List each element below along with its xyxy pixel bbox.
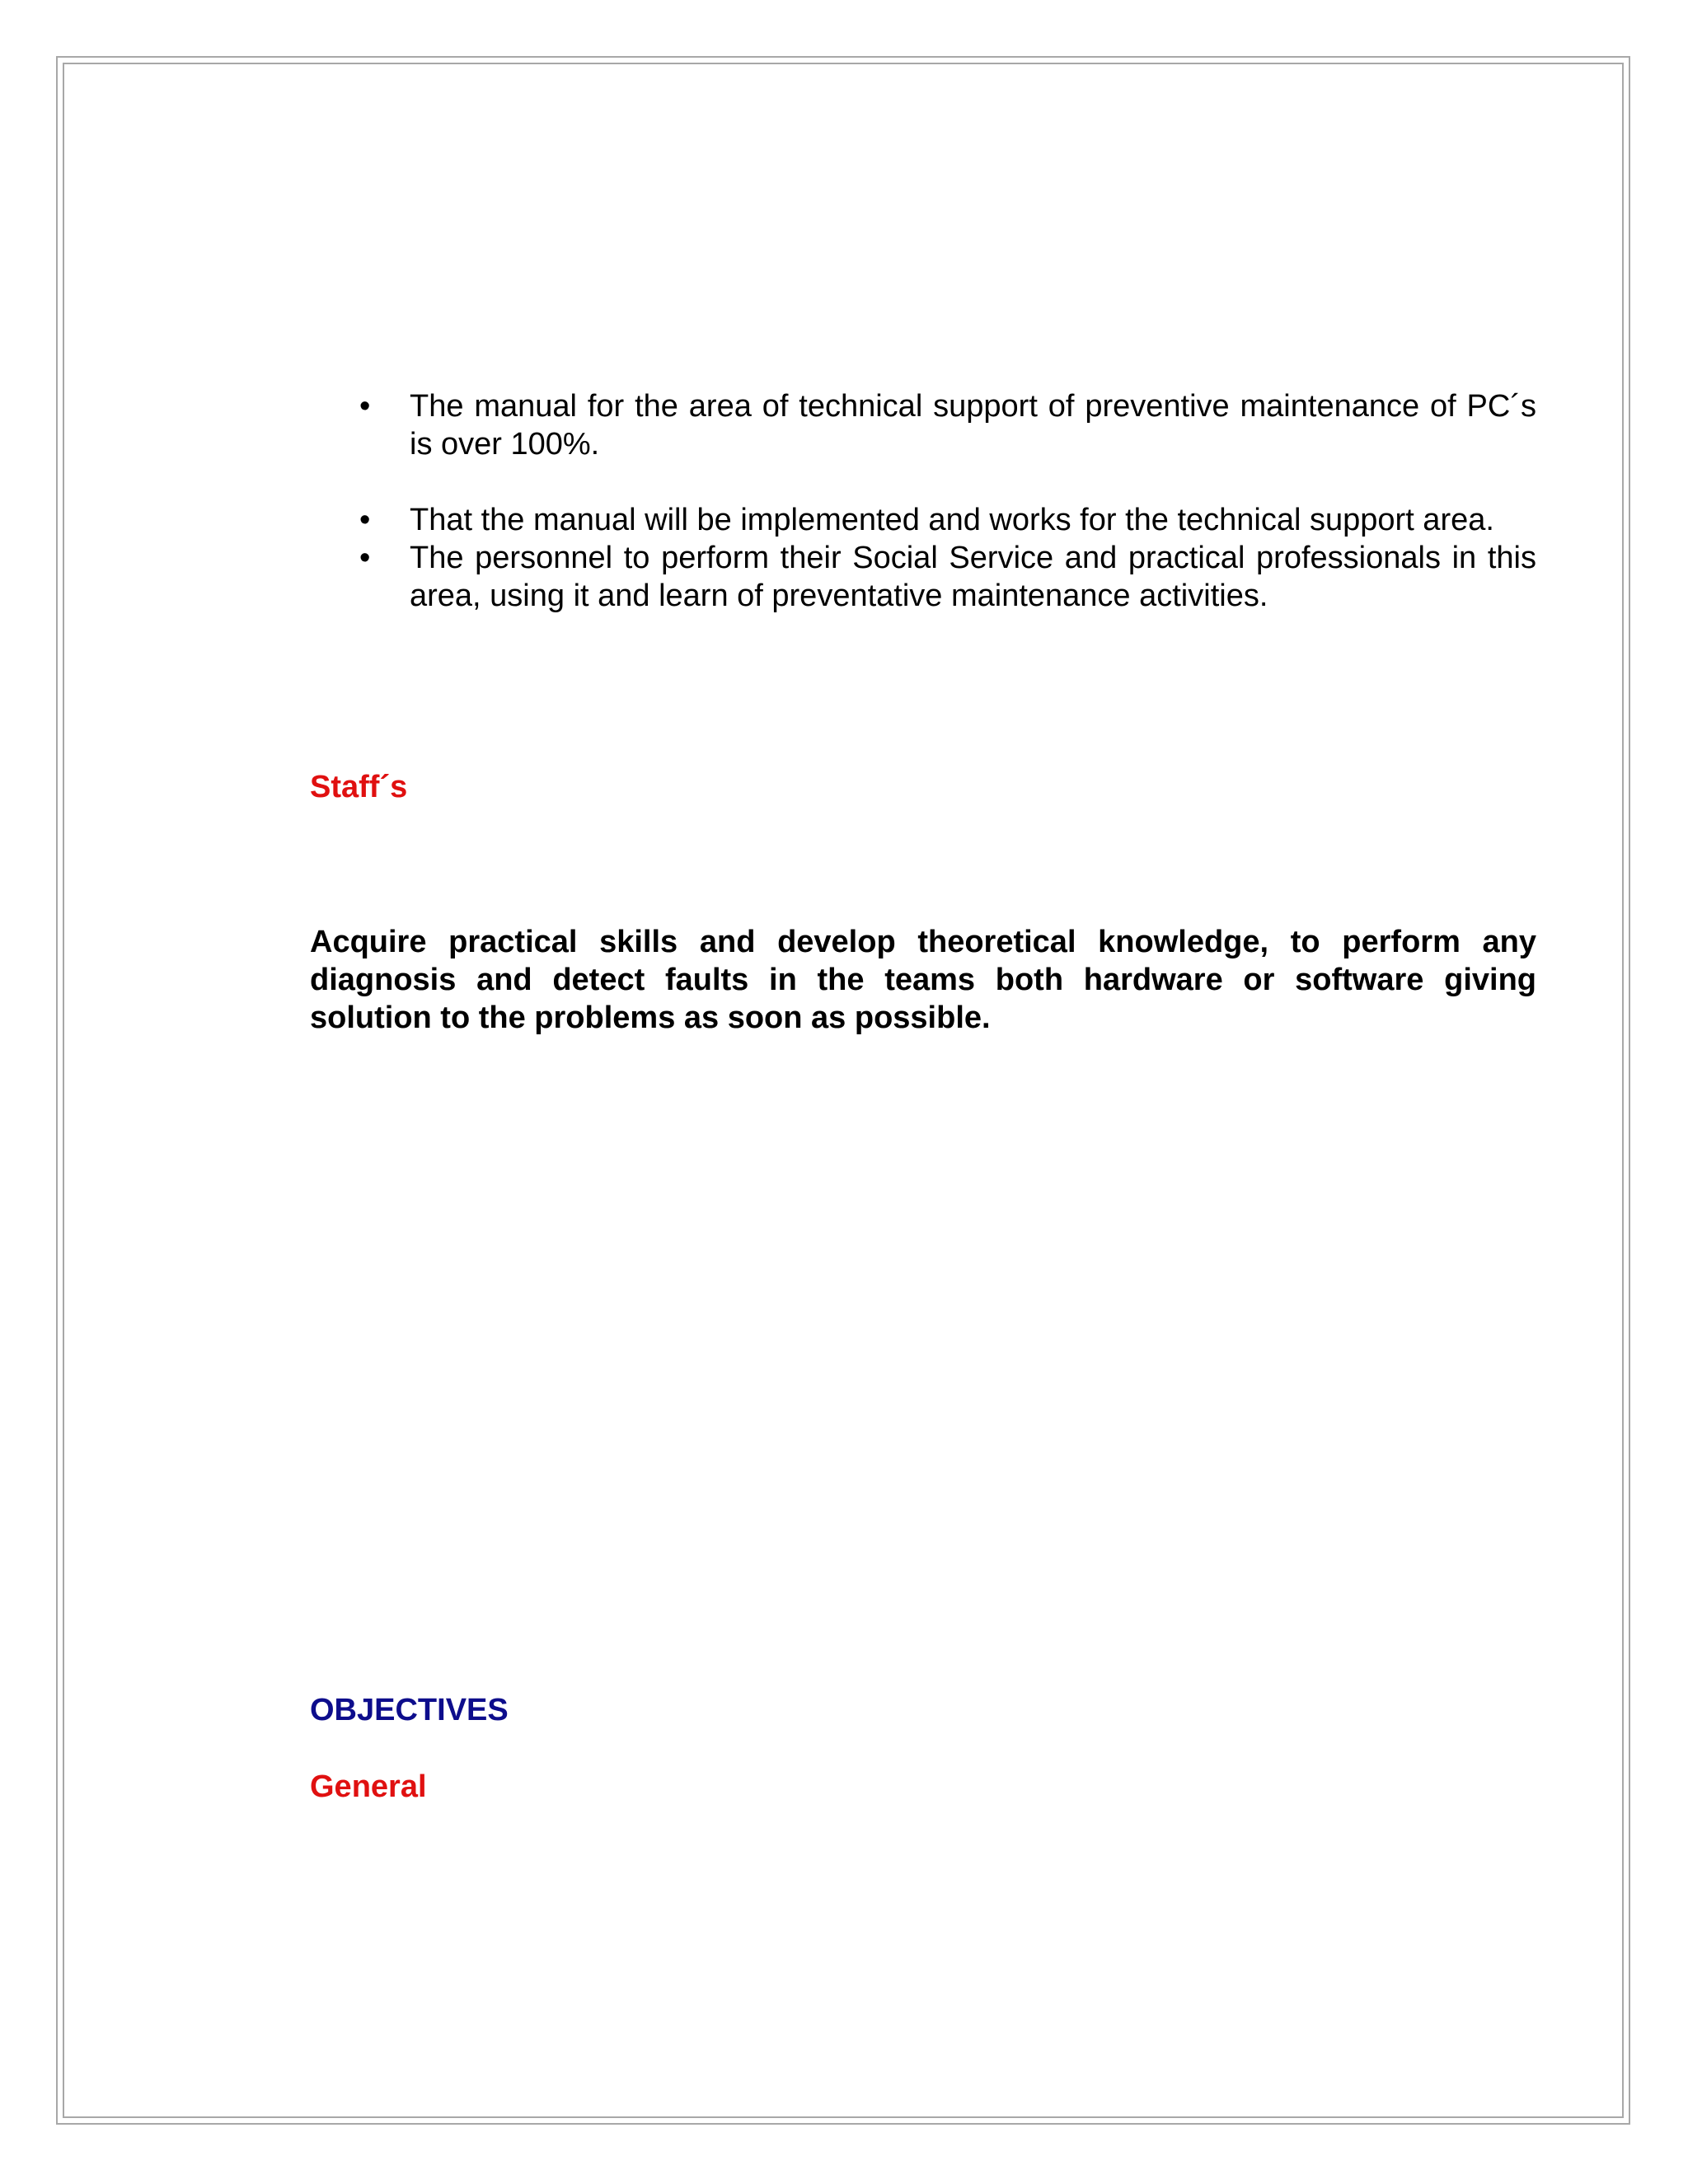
bullet-icon: • — [359, 389, 371, 424]
list-item — [310, 387, 1536, 463]
bullet-icon: • — [359, 503, 371, 537]
bullet-text: The personnel to perform their Social Service and practical professionals in this area, using it and learn of preventative maintenance activities. — [410, 541, 1536, 613]
staff-heading: Staff´s — [310, 770, 408, 804]
objectives-heading: OBJECTIVES — [310, 1693, 509, 1727]
general-heading: General — [310, 1769, 427, 1804]
page-border-inner — [63, 63, 1624, 2118]
list-item — [310, 501, 1536, 539]
bullet-list — [310, 387, 1536, 615]
staff-paragraph: Acquire practical skills and develop theoretical knowledge, to perform any diagnosis and detect faults in the teams both hardware or software giving solution to the problems as soon as possible. — [310, 925, 1536, 1035]
bullet-text: The manual for the area of technical support of preventive maintenance of PC´s is over 100%. — [410, 389, 1536, 462]
bullet-text: That the manual will be implemented and works for the technical support area. — [410, 503, 1494, 537]
list-item — [310, 539, 1536, 615]
bullet-icon: • — [359, 541, 371, 575]
